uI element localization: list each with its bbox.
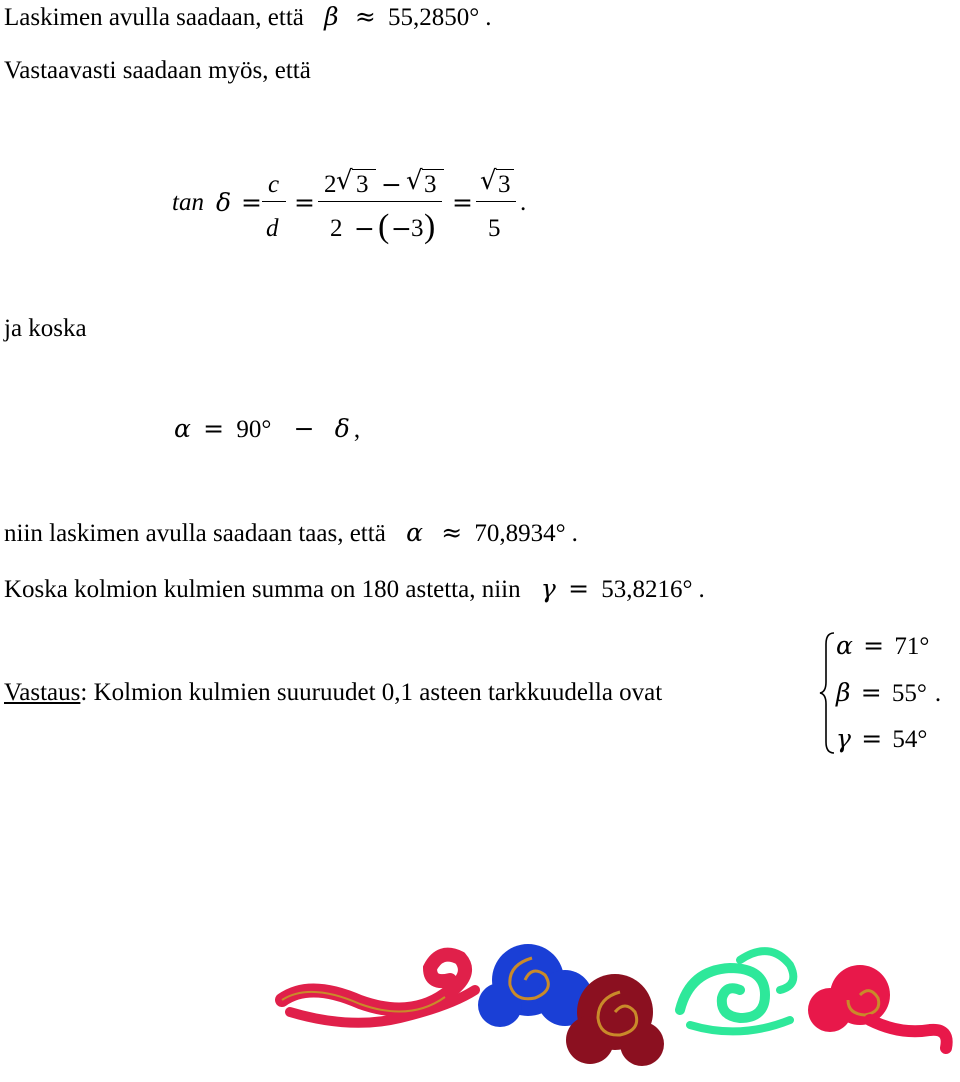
answer-row-alpha [836, 633, 929, 659]
line-1-text: Laskimen avulla saadaan, että [4, 4, 304, 31]
period: . [698, 576, 705, 603]
sqrt-overline [496, 169, 514, 170]
blue-swirl-cloud-icon [478, 944, 593, 1027]
ninety-degrees: 90° [236, 416, 272, 443]
denominator-d: d [266, 215, 279, 242]
delta-symbol: δ [216, 188, 232, 217]
equals-sign: = [860, 678, 882, 707]
red-swirl-cloud-right-icon [808, 965, 947, 1048]
num-root-3b: 3 [424, 171, 437, 198]
den-2: 2 [330, 215, 343, 242]
paren-close: ) [424, 208, 436, 245]
sqrt-icon: √ [406, 166, 423, 196]
den-5: 5 [488, 215, 501, 242]
equals-sign-3: = [452, 188, 473, 217]
num-root-3c: 3 [498, 171, 511, 198]
equals-sign-2: = [294, 188, 315, 217]
num-root-3: 3 [356, 171, 369, 198]
tan-equation [0, 150, 960, 260]
line-5-text: Koska kolmion kulmien summa on 180 astetta, niin [4, 576, 521, 603]
comma: , [353, 416, 361, 443]
line-2: Vastaavasti saadaan myös, että [4, 57, 311, 84]
line-3: ja koska [4, 315, 87, 342]
decorative-clouds [270, 940, 960, 1080]
sqrt-icon: √ [480, 166, 497, 196]
num-coef-2: 2 [324, 171, 337, 198]
equals-sign: = [241, 188, 262, 217]
den-3: 3 [411, 215, 424, 242]
answer-label: Vastaus [4, 679, 81, 706]
answer-colon: : [80, 679, 88, 706]
period: . [571, 520, 578, 547]
red-swirl-cloud-icon [282, 955, 475, 1023]
equals-sign: = [863, 631, 885, 660]
fraction-bar-1 [262, 201, 286, 202]
answer-text: Kolmion kulmien suuruudet 0,1 asteen tarkkuudella ovat [93, 679, 663, 706]
alpha-value: 70,8934° [474, 520, 566, 547]
equals-sign: = [203, 414, 225, 443]
gamma-answer: 54° [892, 726, 928, 753]
beta-symbol: β [836, 678, 851, 707]
period: . [485, 4, 492, 31]
equals-sign: = [568, 574, 590, 603]
green-swirl-cloud-icon [680, 951, 793, 1031]
line-4-text: niin laskimen avulla saadaan taas, että [4, 520, 386, 547]
approx-sign: ≈ [354, 2, 376, 31]
beta-symbol: β [324, 2, 339, 31]
alpha-symbol: α [174, 414, 191, 443]
line-4 [4, 520, 578, 546]
equals-sign: = [861, 724, 883, 753]
sqrt-overline [352, 169, 376, 170]
answer-row-beta [836, 680, 941, 706]
beta-value: 55,2850° [388, 4, 480, 31]
gamma-value: 53,8216° [601, 576, 693, 603]
minus-sign: − [381, 170, 402, 199]
paren-open: ( [378, 208, 390, 245]
fraction-bar-3 [476, 201, 516, 202]
sqrt-overline [422, 169, 444, 170]
approx-sign: ≈ [441, 518, 463, 547]
period: . [934, 680, 942, 707]
alpha-symbol: α [406, 518, 423, 547]
beta-answer: 55° [891, 680, 927, 707]
answer-line [4, 680, 662, 705]
tan-label: tan [172, 189, 204, 216]
gamma-symbol: γ [836, 724, 851, 753]
alpha-answer: 71° [894, 633, 930, 660]
alpha-equation [174, 416, 360, 442]
delta-symbol: δ [334, 414, 350, 443]
minus-sign: − [293, 414, 315, 443]
minus-sign: − [354, 214, 375, 243]
sqrt-icon: √ [336, 166, 353, 196]
numerator-c: c [268, 171, 280, 198]
alpha-symbol: α [836, 631, 853, 660]
fraction-bar-2 [318, 201, 442, 202]
period: . [520, 189, 527, 216]
line-5 [4, 576, 705, 602]
line-1 [4, 4, 492, 30]
gamma-symbol: γ [540, 574, 556, 603]
answer-row-gamma [836, 726, 927, 752]
minus-sign-inner: − [391, 214, 412, 243]
